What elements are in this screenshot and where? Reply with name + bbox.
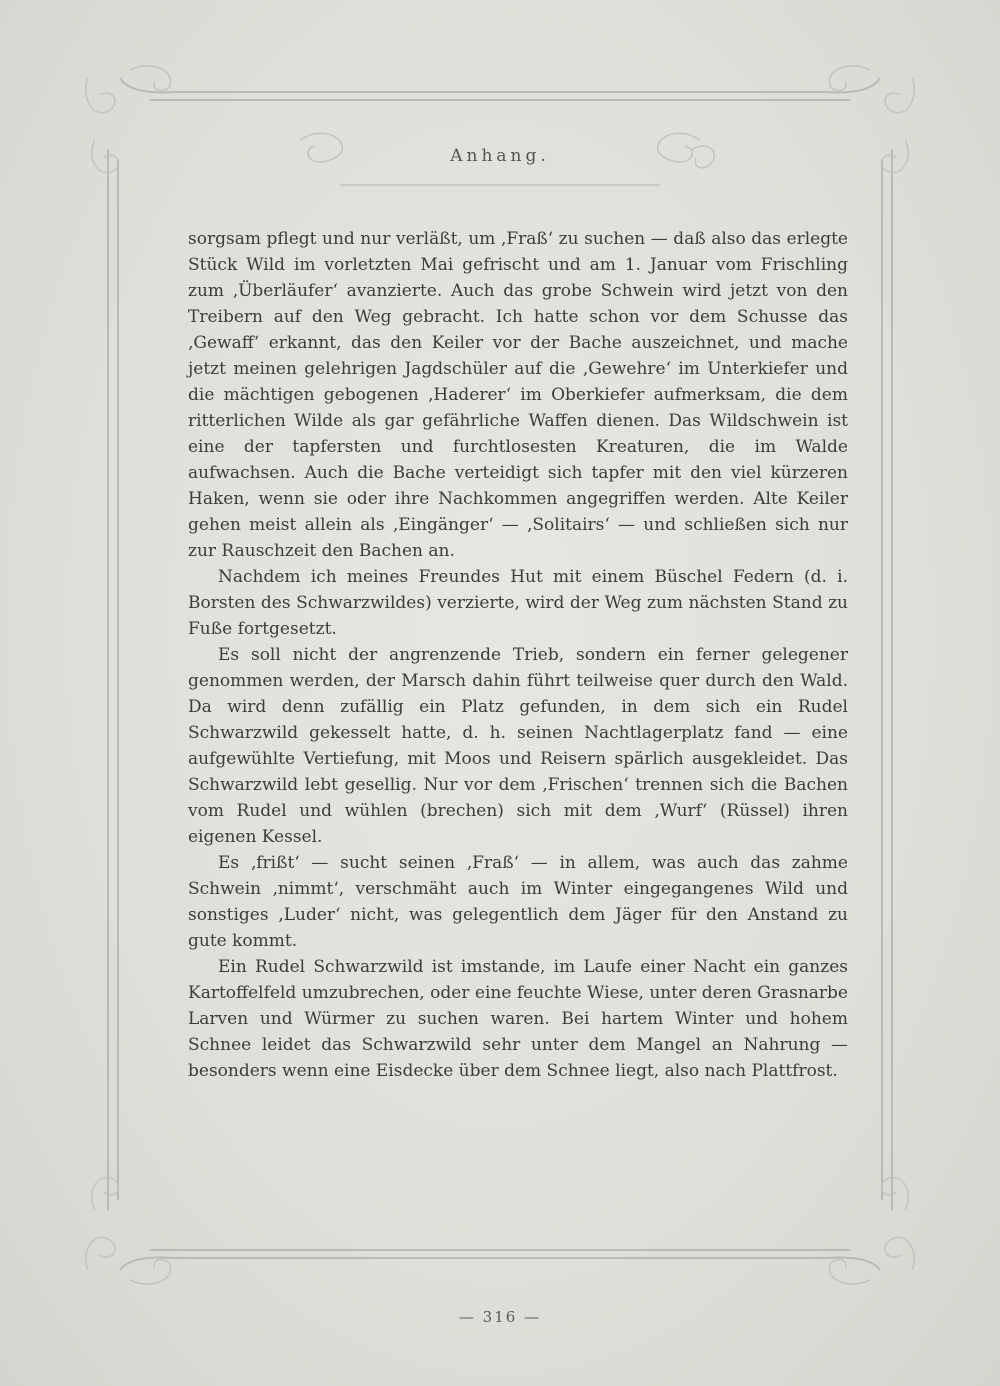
paragraph: Ein Rudel Schwarzwild ist imstande, im Laufe einer Nacht ein ganzes Kartoffelfeld umzubrechen, oder eine feuchte Wiese, unter deren Grasnarbe Larven und Würmer zu suchen waren. Bei hartem Winter und hohem Schnee leidet das Schwarzwild sehr unter dem Mangel an Nahrung — besonders wenn eine Eisdecke über dem Schnee liegt, also nach Plattfrost. [188, 957, 848, 1081]
running-header: Anhang. [450, 146, 550, 166]
paragraph: sorgsam pflegt und nur verläßt, um ‚Fraß‘ zu suchen — daß also das erlegte Stück Wild im vorletzten Mai gefrischt und am 1. Januar vom Frischling zum ‚Überläufer‘ avanzierte. Auch das grobe Schwein wird jetzt von den Treibern auf den Weg gebracht. Ich hatte schon vor dem Schusse das ‚Gewaff‘ erkannt, das den Keiler vor der Bache auszeichnet, und mache jetzt meinen gelehrigen Jagdschüler auf die ‚Gewehre‘ im Unterkiefer und die mächtigen gebogenen ‚Haderer‘ im Oberkiefer aufmerksam, die dem ritterlichen Wilde als gar gefährliche Waffen dienen. Das Wildschwein ist eine der tapfersten und furchtlosesten Kreaturen, die im Walde aufwachsen. Auch die Bache verteidigt sich tapfer mit den viel kürzeren Haken, wenn sie oder ihre Nachkommen angegriffen werden. Alte Keiler gehen meist allein als ‚Eingänger‘ — ‚Solitairs‘ — und schließen sich nur zur Rauschzeit den Bachen an. [188, 229, 848, 561]
page-body [188, 226, 848, 1084]
paragraph: Nachdem ich meines Freundes Hut mit einem Büschel Federn (d. i. Borsten des Schwarzwildes) verzierte, wird der Weg zum nächsten Stand zu Fuße fortgesetzt. [188, 567, 848, 639]
paragraph: Es ‚frißt‘ — sucht seinen ‚Fraß‘ — in allem, was auch das zahme Schwein ‚nimmt‘, verschmäht auch im Winter eingegangenes Wild und sonstiges ‚Luder‘ nicht, was gelegentlich dem Jäger für den Anstand zu gute kommt. [188, 853, 848, 951]
paragraph: Es soll nicht der angrenzende Trieb, sondern ein ferner gelegener genommen werden, der Marsch dahin führt teilweise quer durch den Wald. Da wird denn zufällig ein Platz gefunden, in dem sich ein Rudel Schwarzwild gekesselt hatte, d. h. seinen Nachtlagerplatz fand — eine aufgewühlte Vertiefung, mit Moos und Reisern spärlich ausgekleidet. Das Schwarzwild lebt gesellig. Nur vor dem ‚Frischen‘ trennen sich die Bachen vom Rudel und wühlen (brechen) sich mit dem ‚Wurf‘ (Rüssel) ihren eigenen Kessel. [188, 645, 848, 847]
page-number: — 316 — [458, 1308, 542, 1326]
